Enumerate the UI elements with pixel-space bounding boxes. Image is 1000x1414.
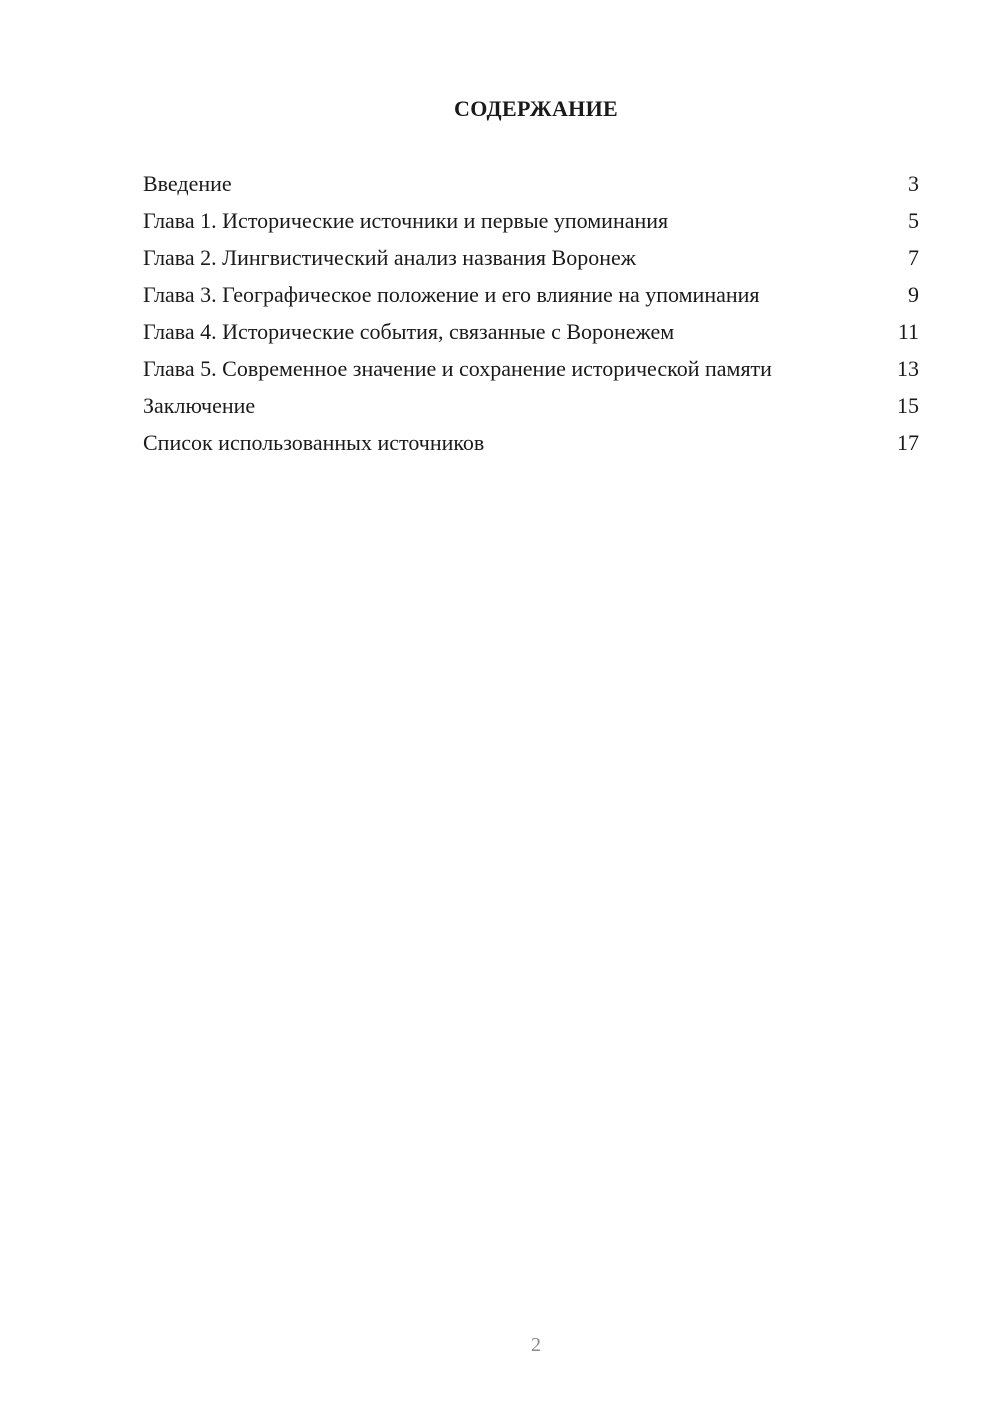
- toc-entry-conclusion: [143, 393, 919, 419]
- page-number: 2: [531, 1334, 541, 1356]
- toc-entry-page: 5: [908, 208, 919, 233]
- toc-entry-chapter-2: [143, 245, 919, 271]
- toc-entry-chapter-1: [143, 208, 919, 234]
- toc-entry-references: [143, 430, 919, 456]
- toc-entry-page: 9: [908, 282, 919, 307]
- toc-entry-page: 13: [897, 356, 919, 381]
- page-title: СОДЕРЖАНИЕ: [454, 96, 618, 121]
- toc-entry-introduction: [143, 171, 919, 197]
- toc-entry-label: Глава 2. Лингвистический анализ названия Воронеж: [143, 245, 636, 270]
- toc-entry-chapter-3: [143, 282, 919, 308]
- toc-entry-label: Глава 5. Современное значение и сохранение исторической памяти: [143, 356, 772, 381]
- toc-entry-label: Список использованных источников: [143, 430, 485, 455]
- toc-entry-label: Заключение: [143, 393, 256, 418]
- toc-entry-label: Введение: [143, 171, 232, 196]
- toc-entry-label: Глава 4. Исторические события, связанные с Воронежем: [143, 319, 675, 344]
- table-of-contents: [143, 171, 919, 467]
- toc-entry-label: Глава 3. Географическое положение и его влияние на упоминания: [143, 282, 760, 307]
- toc-entry-chapter-4: [143, 319, 919, 345]
- toc-entry-page: 7: [908, 245, 919, 270]
- toc-entry-chapter-5: [143, 356, 919, 382]
- toc-entry-label: Глава 1. Исторические источники и первые упоминания: [143, 208, 669, 233]
- toc-entry-page: 3: [908, 171, 919, 196]
- toc-entry-page: 15: [897, 393, 919, 418]
- toc-entry-page: 17: [897, 430, 919, 455]
- toc-entry-page: 11: [897, 319, 919, 344]
